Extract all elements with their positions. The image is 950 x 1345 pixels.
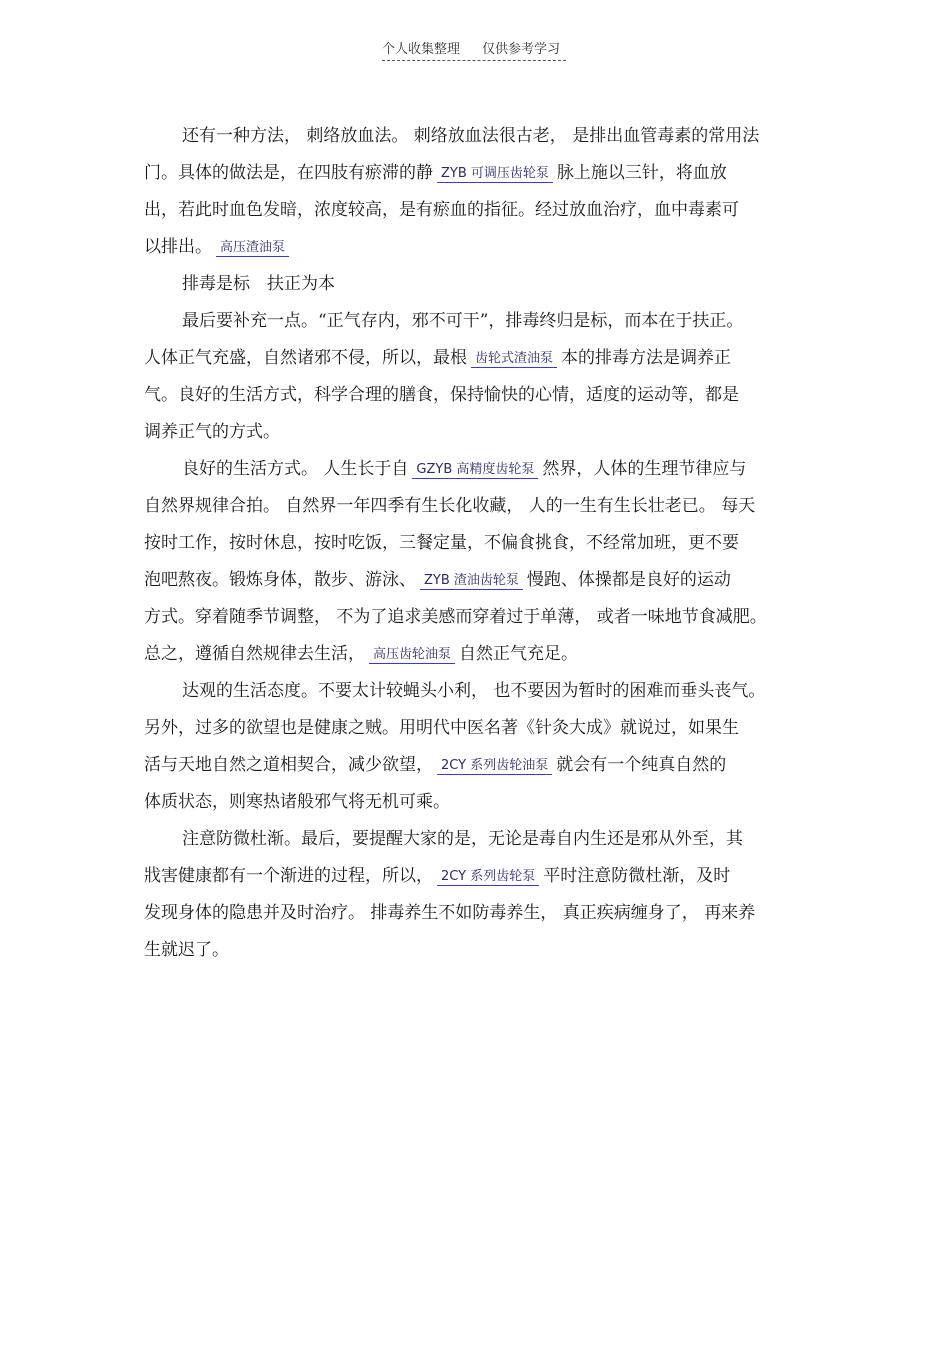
inline-link[interactable]: 高压渣油泵 (216, 240, 289, 257)
inline-link[interactable]: GZYB 高精度齿轮泵 (412, 462, 538, 479)
line-text-continued: 本的排毒方法是调养正 (561, 348, 732, 368)
inline-link[interactable]: ZYB 渣油齿轮泵 (420, 573, 523, 590)
text-line (144, 192, 812, 229)
line-text: 以排出。 (144, 237, 212, 257)
line-text: 方式。穿着随季节调整， 不为了追求美感而穿着过于单薄， 或者一味地节食减肥。 (144, 607, 767, 627)
line-text: 达观的生活态度。不要太计较蝇头小利， 也不要因为暂时的困难而垂头丧气。 (182, 681, 766, 701)
text-line (144, 858, 812, 895)
line-text-continued: 平时注意防微杜渐，及时 (543, 866, 731, 886)
line-text: 气。良好的生活方式，科学合理的膳食，保持愉快的心情，适度的运动等，都是 (144, 385, 739, 405)
text-line (144, 747, 812, 784)
line-text: 生就迟了。 (144, 940, 229, 960)
line-text-continued: 然界，人体的生理节律应与 (542, 459, 747, 479)
line-text: 良好的生活方式。 人生长于自 (182, 459, 409, 479)
text-line (144, 932, 812, 969)
header-left-text: 个人收集整理 (382, 42, 461, 57)
line-text: 发现身体的隐患并及时治疗。 排毒养生不如防毒养生， 真正疾病缠身了， 再来养 (144, 903, 756, 923)
text-line (144, 266, 812, 303)
inline-link[interactable]: 高压齿轮油泵 (369, 647, 455, 664)
line-text: 人体正气充盛，自然诸邪不侵，所以，最根 (144, 348, 467, 368)
inline-link[interactable]: 齿轮式渣油泵 (471, 351, 557, 368)
inline-link[interactable]: ZYB 可调压齿轮泵 (437, 166, 553, 183)
line-text: 自然界规律合拍。 自然界一年四季有生长化收藏， 人的一生有生长壮老已。 每天 (144, 496, 756, 516)
line-text-continued: 脉上施以三针，将血放 (556, 163, 727, 183)
line-text: 注意防微杜渐。最后，要提醒大家的是，无论是毒自内生还是邪从外至，其 (182, 829, 743, 849)
line-text-continued: 慢跑、体操都是良好的运动 (526, 570, 731, 590)
inline-link[interactable]: 2CY 系列齿轮泵 (437, 869, 539, 886)
text-line (144, 636, 812, 673)
text-line (144, 895, 812, 932)
line-text: 泡吧熬夜。锻炼身体，散步、游泳、 (144, 570, 416, 590)
text-line (144, 414, 812, 451)
text-line (144, 525, 812, 562)
line-text: 出，若此时血色发暗，浓度较高，是有瘀血的指征。经过放血治疗，血中毒素可 (144, 200, 739, 220)
line-text: 调养正气的方式。 (144, 422, 280, 442)
inline-link[interactable]: 2CY 系列齿轮油泵 (437, 758, 552, 775)
line-text: 门。具体的做法是，在四肢有瘀滞的静 (144, 163, 433, 183)
text-line (144, 451, 812, 488)
line-text: 总之，遵循自然规律去生活， (144, 644, 365, 664)
line-text: 另外，过多的欲望也是健康之贼。用明代中医名著《针灸大成》就说过，如果生 (144, 718, 739, 738)
document-body (144, 118, 812, 969)
line-text-continued: 自然正气充足。 (459, 644, 579, 664)
line-text-continued: 就会有一个纯真自然的 (556, 755, 727, 775)
text-line (144, 599, 812, 636)
text-line (144, 340, 812, 377)
line-text: 体质状态，则寒热诸般邪气将无机可乘。 (144, 792, 450, 812)
text-line (144, 710, 812, 747)
line-text: 按时工作，按时休息，按时吃饭，三餐定量，不偏食挑食，不经常加班，更不要 (144, 533, 739, 553)
page-header (382, 38, 566, 61)
text-line (144, 377, 812, 414)
text-line (144, 821, 812, 858)
text-line (144, 118, 812, 155)
text-line (144, 155, 812, 192)
text-line (144, 303, 812, 340)
line-text: 戕害健康都有一个渐进的过程，所以， (144, 866, 433, 886)
text-line (144, 488, 812, 525)
text-line (144, 229, 812, 266)
text-line (144, 673, 812, 710)
line-text: 还有一种方法， 刺络放血法。 刺络放血法很古老， 是排出血管毒素的常用法 (182, 126, 760, 146)
line-text: 最后要补充一点。“正气存内，邪不可干”，排毒终归是标，而本在于扶正。 (182, 311, 744, 331)
header-right-text: 仅供参考学习 (482, 42, 561, 57)
text-line (144, 784, 812, 821)
line-text: 排毒是标 扶正为本 (182, 274, 335, 294)
text-line (144, 562, 812, 599)
line-text: 活与天地自然之道相契合，减少欲望， (144, 755, 433, 775)
